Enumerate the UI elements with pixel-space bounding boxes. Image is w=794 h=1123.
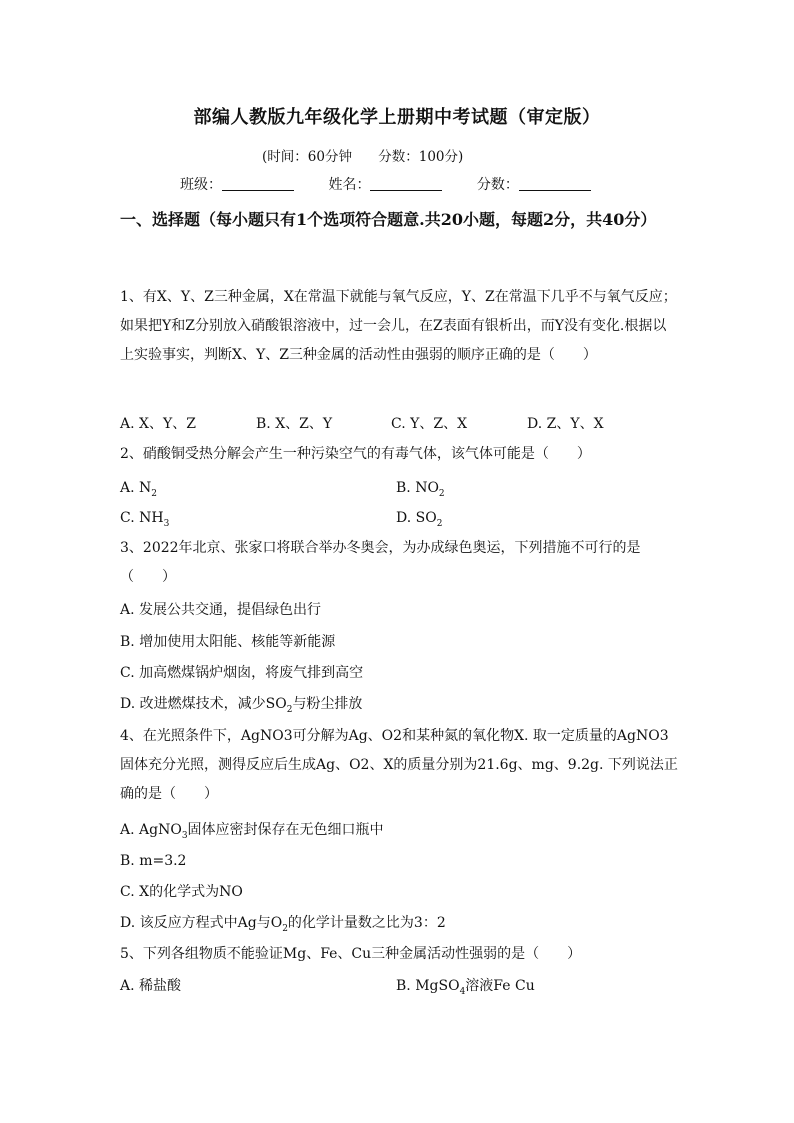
q5-option-b-sub: 4 xyxy=(459,986,466,997)
q2-option-a xyxy=(120,478,157,504)
q2-option-c xyxy=(120,508,169,534)
q4-option-d-text: D. 该反应方程式中Ag与O xyxy=(120,915,283,931)
score-label: 分数： xyxy=(476,177,519,193)
q2-option-d xyxy=(396,508,442,534)
q4-option-d-sub: 2 xyxy=(282,923,288,934)
exam-meta xyxy=(262,145,485,165)
exam-total-score: 分数：100分) xyxy=(378,149,464,165)
q4-option-d-tail: 的化学计量数之比为3：2 xyxy=(287,915,446,931)
class-label: 班级： xyxy=(180,177,222,193)
q4-option-a xyxy=(120,820,384,846)
q1-option-b: B. X、Z、Y xyxy=(256,416,333,432)
q5-option-b-text: B. MgSO xyxy=(396,978,460,994)
q4-option-d xyxy=(120,913,446,939)
name-label: 姓名： xyxy=(328,177,371,193)
question-1: 1、有X、Y、Z三种金属，X在常温下就能与氧气反应，Y、Z在常温下几乎不与氧气反应；如果把Y和Z分别放入硝酸银溶液中，过一会儿，在Z表面有银析出，而Y没有变化.根据以上实验事实，判断X、Y、Z三种金属的活动性由强弱的顺序正确的是（ ） xyxy=(120,289,677,363)
q4-option-a-sub: 3 xyxy=(181,830,188,841)
q2-option-a-text: A. N xyxy=(120,480,152,496)
score-blank[interactable] xyxy=(519,176,591,191)
q5-option-b-tail: 溶液Fe Cu xyxy=(465,978,535,994)
q2-option-a-sub: 2 xyxy=(151,488,157,499)
q4-option-a-text: A. AgNO xyxy=(120,822,182,838)
question-3: 3、2022年北京、张家口将联合举办冬奥会，为办成绿色奥运，下列措施不可行的是（ ） xyxy=(120,540,641,585)
q3-option-d xyxy=(120,694,362,720)
class-blank[interactable] xyxy=(222,176,294,191)
q3-option-d-tail: 与粉尘排放 xyxy=(292,696,363,712)
q2-option-b xyxy=(396,478,445,504)
q3-option-d-text: D. 改进燃煤技术，减少SO xyxy=(120,696,287,712)
q2-option-b-sub: 2 xyxy=(438,488,445,499)
q3-option-b: B. 增加使用太阳能、核能等新能源 xyxy=(120,634,336,650)
q2-option-c-text: C. NH xyxy=(120,510,164,526)
student-info-row xyxy=(180,174,621,194)
q3-option-d-sub: 2 xyxy=(286,704,293,715)
q4-option-b: B. m=3.2 xyxy=(120,853,187,869)
page-title: 部编人教版九年级化学上册期中考试题（审定版） xyxy=(193,107,601,128)
q1-option-d: D. Z、Y、X xyxy=(527,416,604,432)
q1-option-a: A. X、Y、Z xyxy=(120,416,196,432)
section-heading: 一、选择题（每小题只有1个选项符合题意.共20小题，每题2分，共40分） xyxy=(120,210,657,229)
exam-time: (时间：60分钟 xyxy=(262,149,352,165)
q2-option-d-sub: 2 xyxy=(436,518,443,529)
q2-option-b-text: B. NO xyxy=(396,480,439,496)
q3-option-c: C. 加高燃煤锅炉烟囱，将废气排到高空 xyxy=(120,665,364,681)
question-2: 2、硝酸铜受热分解会产生一种污染空气的有毒气体，该气体可能是（ ） xyxy=(120,446,591,462)
q5-option-b xyxy=(396,976,535,1002)
q3-option-a: A. 发展公共交通，提倡绿色出行 xyxy=(120,602,322,618)
q2-option-d-text: D. SO xyxy=(396,510,437,526)
q2-option-c-sub: 3 xyxy=(163,518,170,529)
q1-option-c: C. Y、Z、X xyxy=(391,416,468,432)
name-blank[interactable] xyxy=(370,176,442,191)
q4-option-a-tail: 固体应密封保存在无色细口瓶中 xyxy=(187,822,384,838)
q4-option-c: C. X的化学式为NO xyxy=(120,884,243,900)
question-4: 4、在光照条件下，AgNO3可分解为Ag、O2和某种氮的氧化物X. 取一定质量的AgNO3固体充分光照，测得反应后生成Ag、O2、X的质量分别为21.6g、mg、9.2g. 下列说法正确的是（ ） xyxy=(120,728,678,802)
q5-option-a: A. 稀盐酸 xyxy=(120,978,182,994)
question-5: 5、下列各组物质不能验证Mg、Fe、Cu三种金属活动性强弱的是（ ） xyxy=(120,946,582,962)
